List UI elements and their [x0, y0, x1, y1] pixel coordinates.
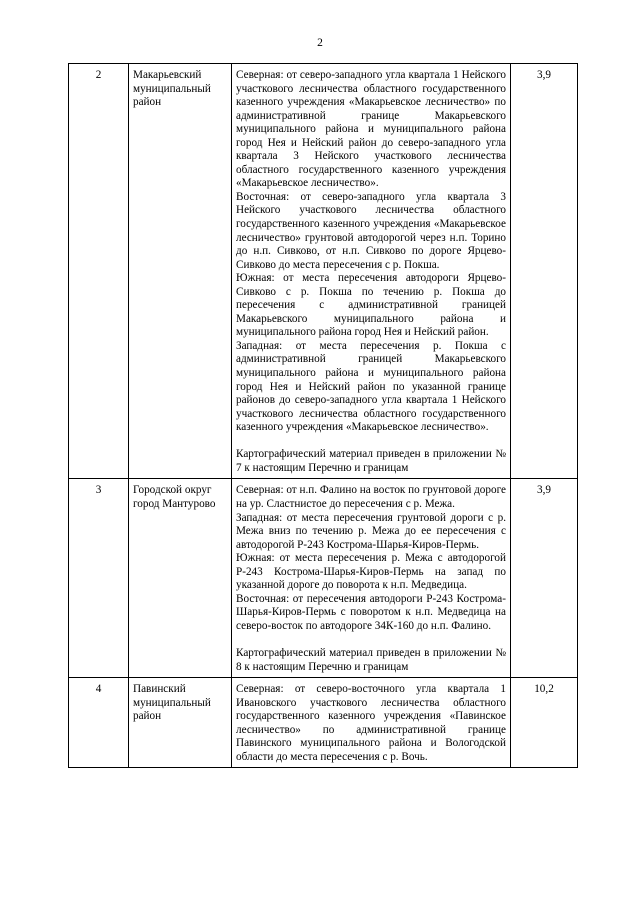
district-name: Павинский муниципальный район — [129, 678, 232, 768]
boundary-description — [232, 479, 511, 678]
area-value: 3,9 — [511, 479, 578, 678]
area-value: 3,9 — [511, 64, 578, 479]
table-row — [69, 64, 578, 479]
boundary-description — [232, 64, 511, 479]
boundary-south: Южная: от места пересечения автодороги Ярцево-Сивково с р. Покша по течению р. Покша до пересечения с административной границей Макарьевского муниципального района и муниципального района город Нея и Нейский район. — [236, 272, 506, 339]
boundary-south: Южная: от места пересечения р. Межа с автодорогой Р-243 Кострома-Шарья-Киров-Пермь на запад по указанной дороге до поворота к н.п. Медведица. — [236, 552, 506, 592]
row-number: 3 — [69, 479, 129, 678]
boundary-north: Северная: от северо-восточного угла квартала 1 Ивановского участкового лесничества областного государственного казенного учреждения «Павинское лесничество» по административной границе Павинского муниципального района и Вологодской области до места пересечения с р. Вочь. — [236, 683, 506, 763]
boundary-description — [232, 678, 511, 768]
boundary-west: Западная: от места пересечения грунтовой дороги с р. Межа вниз по течению р. Межа до ее пересечения с автодорогой Р-243 Кострома-Шарья-Киров-Пермь. — [236, 511, 506, 551]
district-name: Макарьевский муниципальный район — [129, 64, 232, 479]
boundary-east: Восточная: от пересечения автодороги Р-243 Кострома-Шарья-Киров-Пермь с поворотом к н.п. Медведица на северо-восток по автодороге 34К-160 до н.п. Фалино. — [236, 592, 506, 632]
row-number: 4 — [69, 678, 129, 768]
page-number: 2 — [317, 37, 323, 49]
map-note: Картографический материал приведен в приложении № 8 к настоящим Перечню и границам — [236, 646, 506, 673]
table-row — [69, 479, 578, 678]
district-name: Городской округ город Мантурово — [129, 479, 232, 678]
boundary-east: Восточная: от северо-западного угла квартала 3 Нейского участкового лесничества областного государственного казенного учреждения «Макарьевское лесничество» грунтовой автодорогой через н.п. Торино до н.п. Сивково, от н.п. Сивково по дороге Ярцево-Сивково до места пересечения с р. Покша. — [236, 190, 506, 271]
boundary-north: Северная: от н.п. Фалино на восток по грунтовой дороге на ур. Сластнистое до пересечения с р. Межа. — [236, 484, 506, 510]
table-row — [69, 678, 578, 768]
boundaries-table — [68, 63, 578, 768]
boundary-west: Западная: от места пересечения р. Покша с административной границей Макарьевского муниципального района и муниципального района город Нея и Нейский район по указанной границе районов до северо-западного угла квартала 1 Нейского участкового лесничества областного государственного казенного учреждения «Макарьевское лесничество». — [236, 339, 506, 434]
row-number: 2 — [69, 64, 129, 479]
map-note: Картографический материал приведен в приложении № 7 к настоящим Перечню и границам — [236, 448, 506, 474]
area-value: 10,2 — [511, 678, 578, 768]
boundary-north: Северная: от северо-западного угла квартала 1 Нейского участкового лесничества областного государственного казенного учреждения «Макарьевское лесничество» по административной границе Макарьевского муниципального района и муниципального района город Нея и Нейский район до северо-западного угла квартала 3 Нейского участкового лесничества областного государственного казенного учреждения «Макарьевское лесничество». — [236, 69, 506, 190]
